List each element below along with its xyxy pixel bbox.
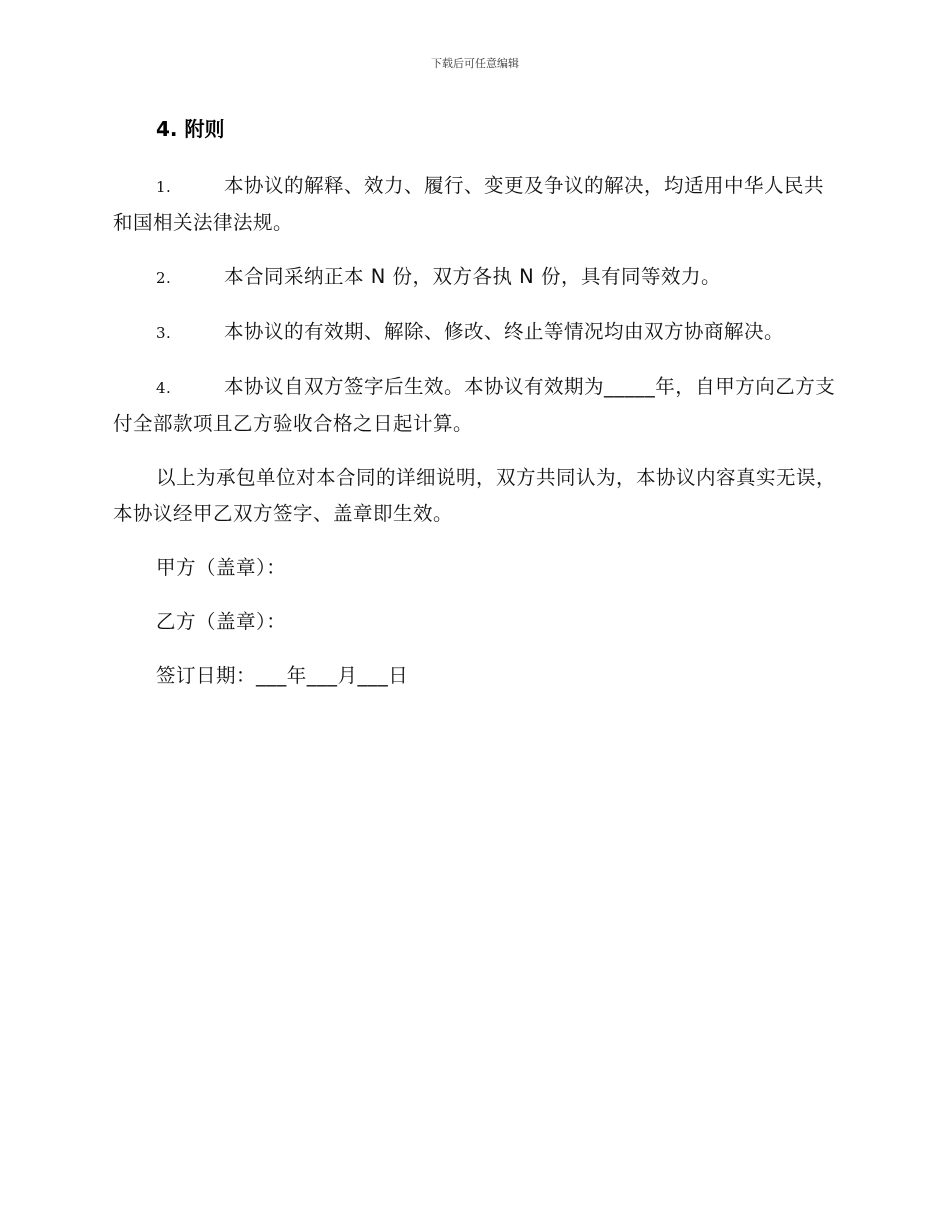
list-item (113, 369, 838, 442)
signing-date: 签订日期：___年___月___日 (156, 664, 409, 687)
item-number: 4. (156, 379, 172, 397)
item-text: 本协议自双方签字后生效。本协议有效期为_____年，自甲方向乙方支付全部款项且乙方验收合格之日起计算。 (113, 375, 836, 435)
item-number: 1. (156, 178, 172, 196)
party-a-signature: 甲方（盖章）： (156, 556, 287, 579)
item-number: 2. (156, 269, 172, 287)
document-content (113, 112, 838, 712)
item-text: 本协议的有效期、解除、修改、终止等情况均由双方协商解决。 (224, 320, 785, 343)
closing-paragraph: 以上为承包单位对本合同的详细说明，双方共同认为，本协议内容真实无误，本协议经甲乙双方签字、盖章即生效。 (113, 466, 837, 525)
item-text: 本合同采纳正本 N 份，双方各执 N 份，具有同等效力。 (224, 265, 721, 288)
list-item (113, 168, 838, 241)
item-text: 本协议的解释、效力、履行、变更及争议的解决，均适用中华人民共和国相关法律法规。 (113, 174, 825, 234)
section-heading: 4. 附则 (156, 117, 225, 141)
item-number: 3. (156, 324, 172, 342)
list-item (113, 314, 838, 351)
header-note: 下载后可任意编辑 (431, 57, 519, 70)
list-item (113, 259, 838, 296)
party-b-signature: 乙方（盖章）： (156, 610, 287, 633)
